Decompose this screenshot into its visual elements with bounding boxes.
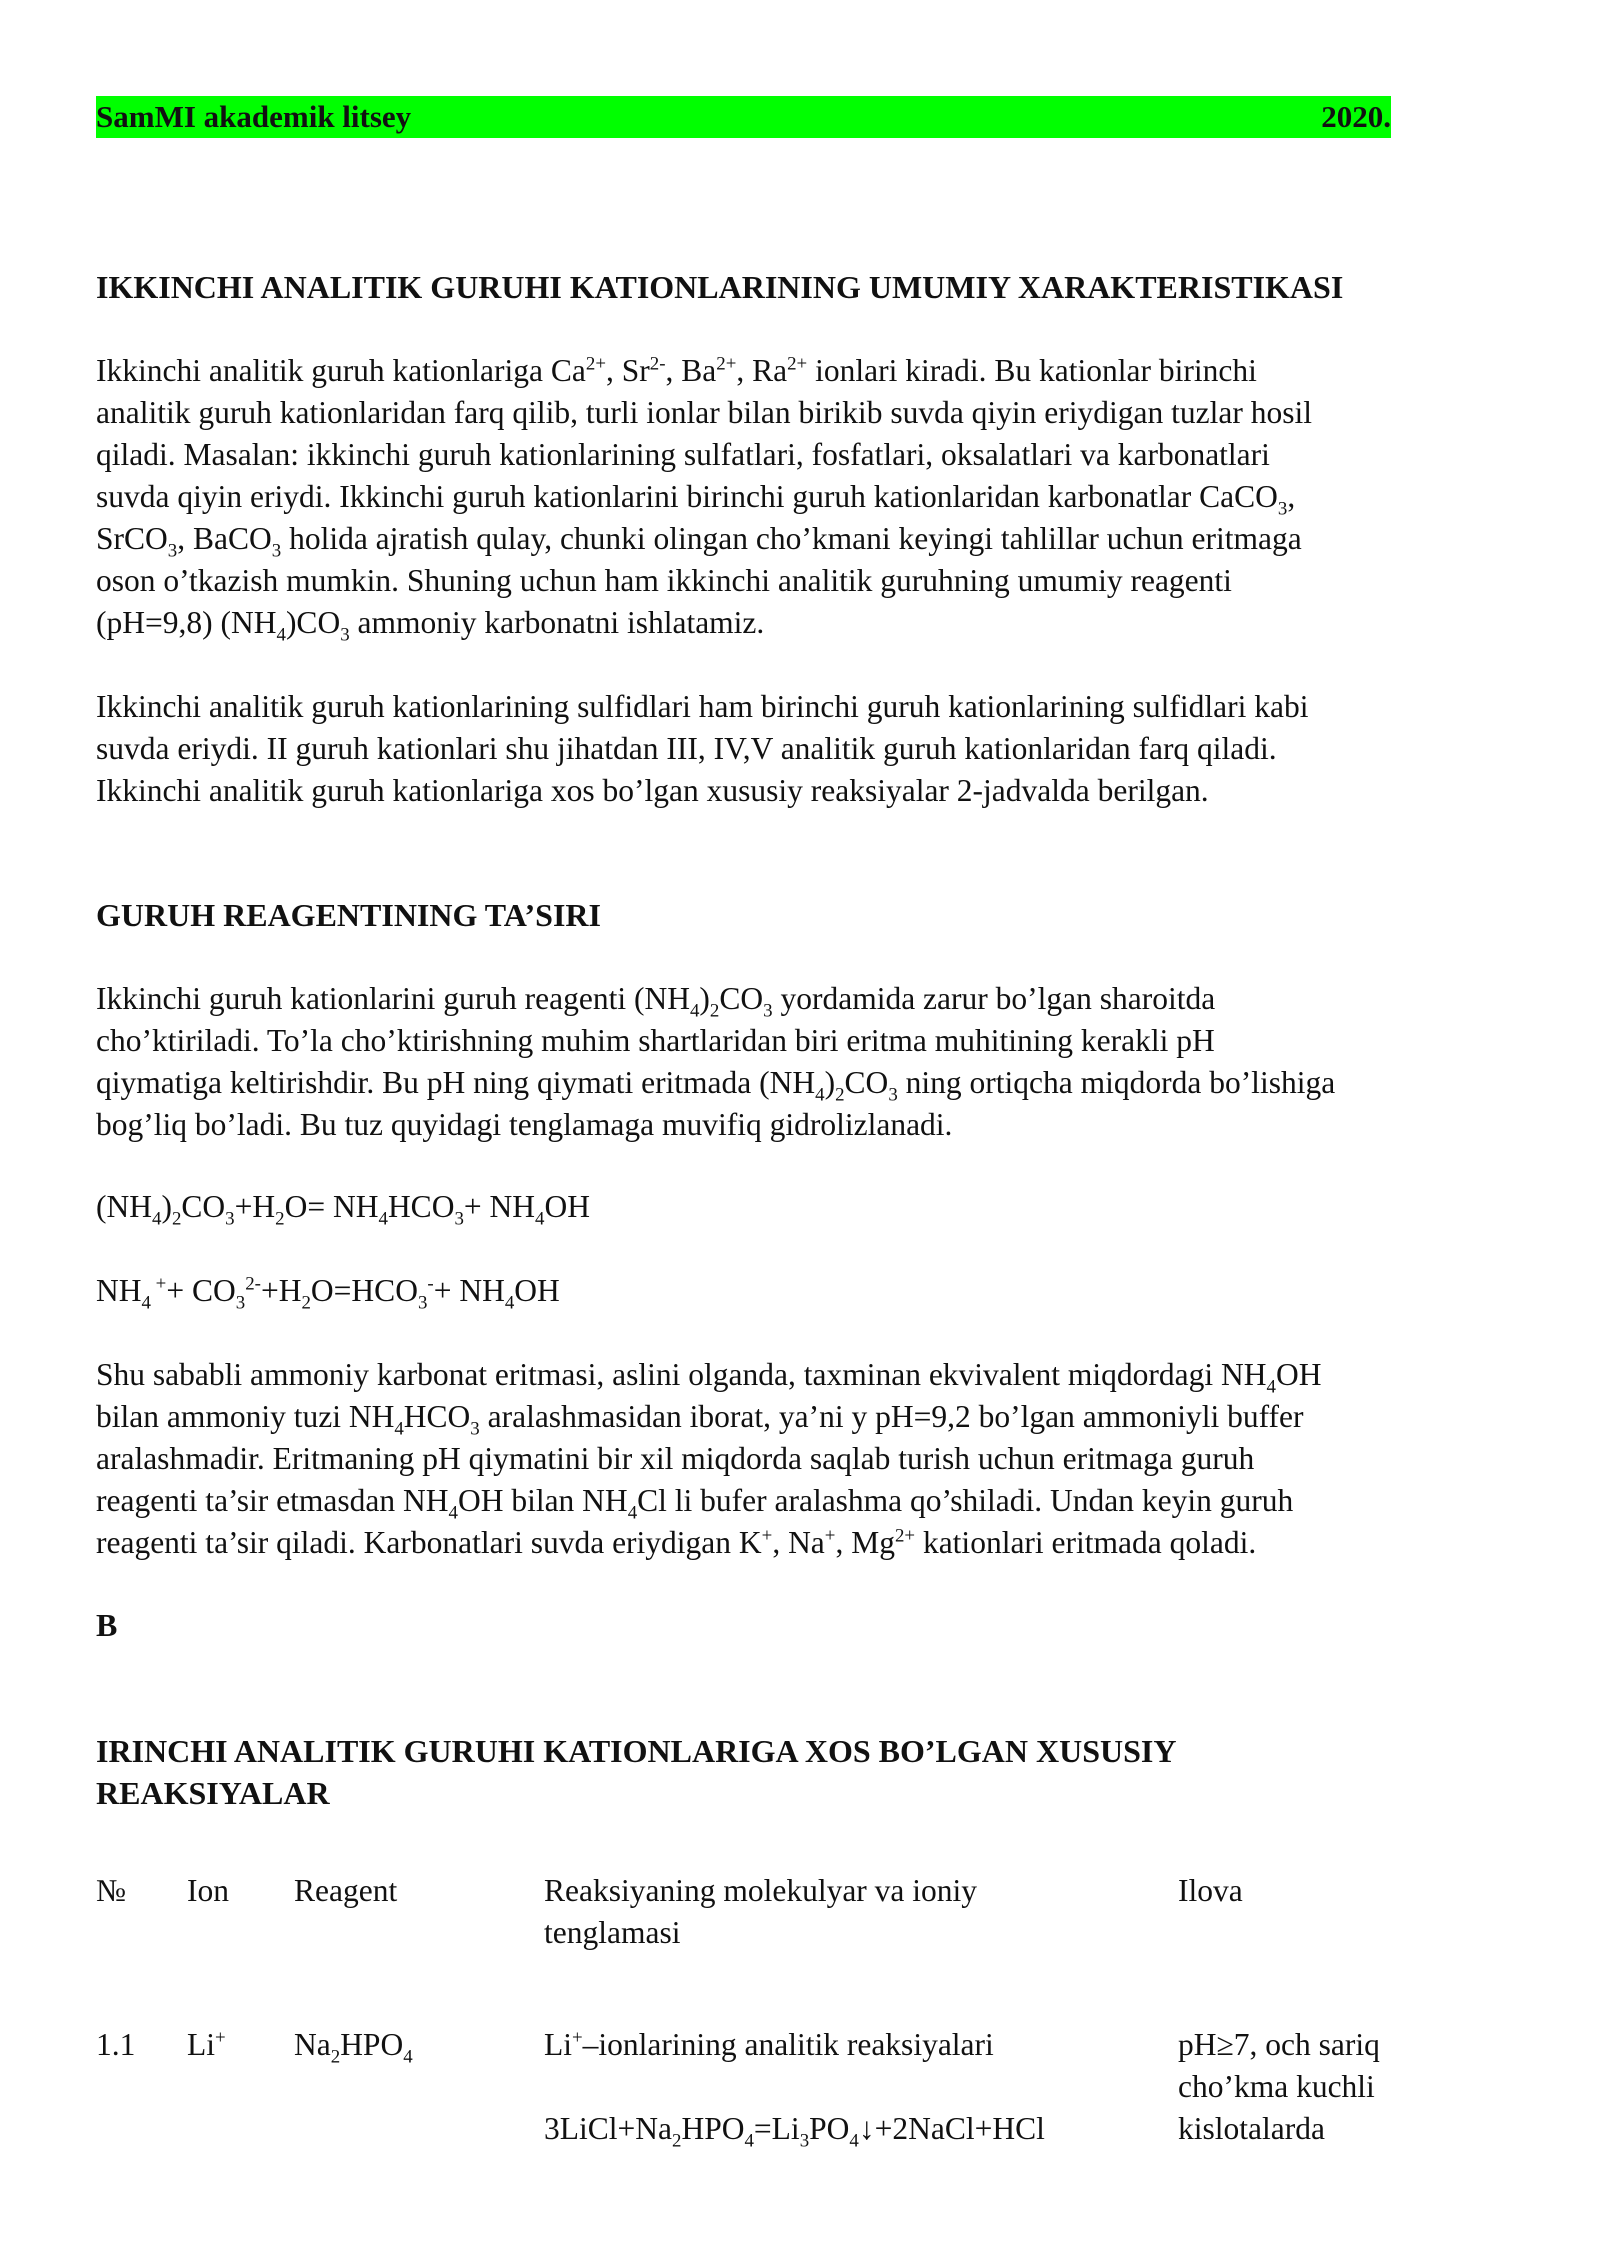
row-reagent: $Na_2HPO_4$: [294, 2027, 413, 2068]
table-header-reagent: Reagent: [294, 1873, 398, 1908]
table-header-note: Ilova: [1178, 1873, 1243, 1908]
row-ion: Li+: [187, 2027, 226, 2062]
row-num: 1.1: [96, 2027, 136, 2062]
marker-b: B: [96, 1607, 118, 1643]
section-title-3: IRINCHI ANALITIK GURUHI KATIONLARIGA XOS BO’LGAN XUSUSIY REAKSIYALAR: [96, 1733, 1177, 1811]
table-header-num: №: [96, 1873, 127, 1908]
paragraph-4: Shu sababli ammoniy karbonat eritmasi, aslini olganda, taxminan ekvivalent miqdordagi $NH_4OH$ bilan ammoniy tuzi $NH_4HCO_3$ aralashmasidan iborat, ya’ni y pH=9,2 bo’lgan ammoniyli buffer aralashmadir. Eritmaning pH qiymatini bir xil miqdorda saqlab turish uchun eritmaga guruh reagenti ta’sir etmasdan $NH_4OH$ bilan $NH_4Cl$ li bufer aralashma qo’shiladi. Undan keyin guruh reagenti ta’sir qiladi. Karbonatlari suvda eriydigan K+, Na+, $Mg^{2+}$ kationlari eritmada qoladi.: [96, 1357, 1322, 1560]
row-note: pH≥7, och sariq cho’kma kuchli kislotalarda: [1178, 2027, 1380, 2146]
table-header-ion: Ion: [187, 1873, 229, 1908]
table-row: [96, 2024, 1496, 2154]
header-banner: [96, 96, 1391, 138]
section-title-1: IKKINCHI ANALITIK GURUHI KATIONLARINING UMUMIY XARAKTERISTIKASI: [96, 269, 1344, 305]
paragraph-2: Ikkinchi analitik guruh kationlarining sulfidlari ham birinchi guruh kationlarining sulfidlari kabi suvda eriydi. II guruh kationlari shu jihatdan III, IV,V analitik guruh kationlaridan farq qiladi. Ikkinchi analitik guruh kationlariga xos bo’lgan xususiy reaksiyalar 2-jadvalda berilgan.: [96, 689, 1309, 808]
equation-1: $(NH_4)_2CO_3+H_2O= NH_4HCO_3+ NH_4OH$: [96, 1189, 590, 1230]
header-year: 2020.: [1321, 99, 1391, 134]
paragraph-1: Ikkinchi analitik guruh kationlariga $Ca^{2+}$, $Sr^{2-}$, $Ba^{2+}$, $Ra^{2+}$ ionlari kiradi. Bu kationlar birinchi analitik guruh kationlaridan farq qilib, turli ionlar bilan birikib suvda qiyin eriydigan tuzlar hosil qiladi. Masalan: ikkinchi guruh kationlarining sulfatlari, fosfatlari, oksalatlari va karbonatlari suvda qiyin eriydi. Ikkinchi guruh kationlarini birinchi guruh kationlaridan karbonatlar CaCO$_3$, SrCO$_3$, BaCO$_3$ holida ajratish qulay, chunki olingan cho’kmani keyingi tahlillar uchun eritmaga oson o’tkazish mumkin. Shuning uchun ham ikkinchi analitik guruhning umumiy reagenti (pH=9,8) $(NH_4)CO_3$ ammoniy karbonatni ishlatamiz.: [96, 353, 1312, 646]
header-school: SamMI akademik litsey: [96, 99, 412, 134]
table-header-row: [96, 1870, 1496, 1960]
paragraph-3: Ikkinchi guruh kationlarini guruh reagenti $(NH_4)_2CO_3$ yordamida zarur bo’lgan sharoitda cho’ktiriladi. To’la cho’ktirishning muhim shartlaridan biri eritma muhitining kerakli pH qiymatiga keltirishdir. Bu pH ning qiymati eritmada $(NH_4)_2CO_3$ ning ortiqcha miqdorda bo’lishiga bog’liq bo’ladi. Bu tuz quyidagi tenglamaga muvifiq gidrolizlanadi.: [96, 981, 1336, 1142]
section-title-2: GURUH REAGENTINING TA’SIRI: [96, 897, 601, 933]
equation-2: $NH_4$ $^++ CO_3^{2-}+H_2O=HCO_3^-+ NH_4OH$: [96, 1273, 560, 1314]
table-header-equation: Reaksiyaning molekulyar va ioniy tenglamasi: [544, 1873, 978, 1950]
row-equation: Li+–ionlarining analitik reaksiyalari $3LiCl+Na_2HPO_4=Li_3PO_4↓+2NaCl+HCl$: [544, 2027, 1045, 2152]
